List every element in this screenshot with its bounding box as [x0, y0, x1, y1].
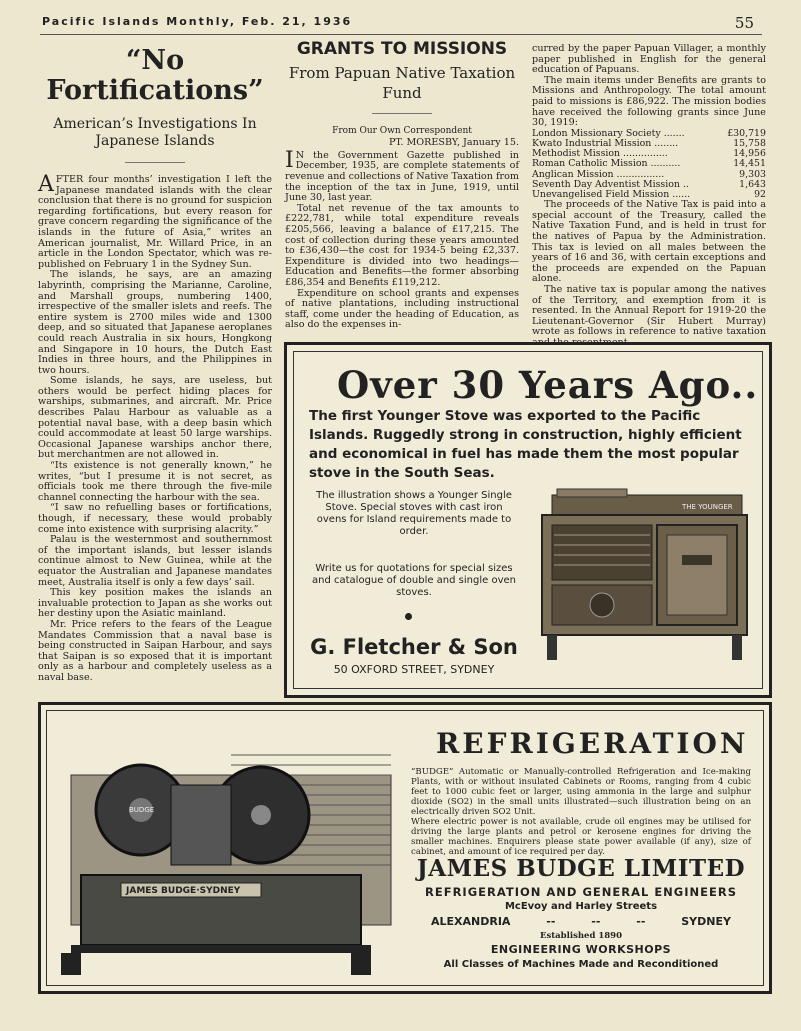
article2-paragraph: Total net revenue of the tax amounts to £222,781, while total expenditure reveals £205,566, leaving a balance of £17,215. The cost of collection during these years amounted to £36,430—the cost for 1934-5 being £2,337. Expenditure is divided into two headings—Education and Benefits—the former absorbing £86,354 and Benefits £119,212.: [285, 202, 519, 288]
article1-paragraph: Mr. Price refers to the fears of the League Mandates Commission that a naval base is being constructed in Saipan Harbour, and says that Saipan is so exposed that it is important only as a harbour and completely useless as a naval base.: [38, 618, 272, 683]
machine-nameplate: JAMES BUDGE·SYDNEY: [126, 886, 241, 896]
address-right: SYDNEY: [681, 915, 731, 928]
address-separator: --: [636, 915, 646, 928]
article2-cont-paragraph: The native tax is popular among the natives of the Territory, and exemption from it is resented. In the Annual Report for 1919-20 the Lieutenant-Governor (Sir Hubert Murray) wrote as follows in reference to native taxation: [532, 283, 766, 338]
article2-cont-paragraph: curred by the paper Papuan Villager, a monthly paper published in English for the general education of Papuans.: [532, 43, 766, 76]
article-grants-to-missions: [285, 39, 519, 331]
grant-amount: £30,719: [727, 127, 766, 139]
byline: From Our Own Correspondent: [332, 125, 472, 136]
grants-table: [532, 129, 766, 200]
article2-cont-paragraph: The main items under Benefits are grants to Missions and Anthropology. The total amount paid to missions is £86,922. The mission bodies have received the following grants since June 30, 1919:: [532, 74, 766, 129]
article2-paragraph: N the Government Gazette published in December, 1935, are complete statements of revenue and collections of Native Taxation from the inception of the tax in June, 1919, until June 30, last year.: [285, 149, 519, 204]
article1-paragraph: Some islands, he says, are useless, but others would be perfect hiding places for warships, submarines, and aircraft. Mr. Price describes Palau Harbour as valuable as a potential naval base, with a deep basin which could accommodate at least 50 large warships. Occasional Japanese warships anchor there, but merchantmen are not allowed in.: [38, 375, 272, 461]
refrigeration-advertisement: [38, 702, 772, 994]
grant-name: Roman Catholic Mission ..........: [532, 158, 681, 170]
running-title: Pacific Islands Monthly, Feb. 21, 1936: [42, 15, 353, 28]
divider: [125, 162, 185, 163]
article-no-fortifications: [38, 44, 272, 684]
article1-paragraph: “Its existence is not generally known,” he writes, “but I presume it is not secret, as officials took me there through the five-mile channel connecting the harbour with the sea.: [38, 460, 272, 503]
stove-ad-illustration-text: The illustration shows a Younger Single Stove. Special stoves with cast iron ovens for Island requirements made to order.: [316, 490, 512, 537]
stove-ad-firm: G. Fletcher & Son: [310, 635, 518, 659]
address-separator: --: [591, 915, 601, 928]
grant-amount: 15,758: [733, 137, 766, 149]
refrigeration-ad-address-row: [431, 915, 731, 928]
stove-ad-write-text: Write us for quotations for special sizes and catalogue of double and single oven stoves.: [312, 563, 516, 598]
dateline: PT. MORESBY, January 15.: [388, 137, 519, 149]
article2-subhead: From Papuan Native Taxation Fund: [288, 63, 516, 102]
refrigeration-ad-firm: JAMES BUDGE LIMITED: [416, 855, 746, 882]
grant-name: Anglican Mission ................: [532, 168, 665, 180]
article2-cont-paragraph: The proceeds of the Native Tax is paid into a special account of the Treasury, called the Native Taxation Fund, and is held in trust for the natives of Papua by the Administration. This tax is levied on all males between the years of 16 and 36, with certain exceptions and the proceeds are expended on the Papuan alone.: [532, 199, 766, 285]
stove-ad-title: Over 30 Years Ago..: [337, 363, 759, 407]
grant-name: Seventh Day Adventist Mission ..: [532, 178, 689, 190]
page-number: 55: [734, 14, 754, 32]
stove-advertisement: [284, 342, 772, 698]
stove-ad-address: 50 OXFORD STREET, SYDNEY: [333, 663, 495, 676]
running-header: [40, 12, 762, 35]
address-separator: --: [546, 915, 556, 928]
stove-ad-lead: The first Younger Stove was exported to the Pacific Islands. Ruggedly strong in construction, highly efficient and economical in fuel has made them the most popular stove in the South Seas.: [309, 408, 742, 481]
article1-paragraph: This key position makes the islands an invaluable protection to Japan as she works out her destiny upon the Asiatic mainland.: [38, 587, 272, 620]
article2-paragraph: Expenditure on school grants and expenses of native plantations, including instructional staff, come under the heading of Education, as also do the expenses in-: [285, 287, 519, 331]
grant-amount: 92: [754, 188, 766, 200]
refrigeration-ad-line: ENGINEERING WORKSHOPS: [490, 943, 672, 956]
grant-amount: 14,451: [733, 158, 766, 170]
grant-amount: 14,956: [733, 148, 766, 160]
article-grants-continued: [532, 44, 766, 348]
address-left: ALEXANDRIA: [431, 915, 511, 928]
machine-badge: BUDGE: [129, 806, 155, 814]
grant-name: Kwato Industrial Mission ........: [532, 137, 679, 149]
refrigeration-ad-title: REFRIGERATION: [436, 727, 749, 760]
stove-illustration: [532, 485, 752, 665]
grant-amount: 1,643: [739, 178, 766, 190]
divider: [372, 113, 432, 114]
refrigeration-ad-line: All Classes of Machines Made and Reconditioned: [443, 959, 719, 970]
grant-name: London Missionary Society .......: [532, 127, 685, 139]
drop-cap: A: [38, 172, 54, 197]
article1-headline: “No Fortifications”: [46, 45, 264, 106]
article1-subhead: American’s Investigations In Japanese Islands: [53, 116, 257, 149]
article1-paragraph: FTER four months’ investigation I left the Japanese mandated islands with the clear conclusion that there is no ground for suspicion regarding fortifications, but every reason for grave concern regarding the significance of the islands in the future of Asia,” writes an American journalist, Mr. Willard Price, in an article in the London Spectator, which was re-published on February 1 in the Sydney Sun.: [38, 174, 272, 270]
bullet-dot: [405, 613, 412, 620]
refrigeration-ad-line: McEvoy and Harley Streets: [504, 901, 658, 912]
drop-cap: I: [285, 147, 294, 173]
established-line: Established 1890: [539, 931, 623, 941]
article1-paragraph: “I saw no refuelling bases or fortifications, though, if necessary, these would probably come into existence with surprising alacrity.”: [38, 502, 272, 535]
refrigeration-ad-paragraph: Where electric power is not available, crude oil engines may be utilised for driving the large plants and petrol or kerosene engines for driving the smaller machines. Enquirers please state power available (if any), size of cabinet, and amount of ice required per day.: [411, 817, 751, 857]
article1-paragraph: Palau is the westernmost and southernmost of the important islands, but lesser islands continue almost to New Guinea, while at the equator the Australian and Japanese mandates meet, Australia itself is only a few days’ sail.: [38, 534, 272, 588]
article2-headline: GRANTS TO MISSIONS: [296, 39, 508, 59]
refrigeration-ad-paragraph: “BUDGE” Automatic or Manually-controlled Refrigeration and Ice-making Plants, with or without insulated Cabinets or Rooms, ranging from 4 cubic feet to 1000 cubic feet or larger, using ammonia in the large and sulphur dioxide (SO2) in the small units illustrated—such illustration being on an electrically driven SO2 Unit.: [411, 767, 751, 817]
grant-name: Unevangelised Field Mission ......: [532, 188, 691, 200]
refrigeration-ad-line: REFRIGERATION AND GENERAL ENGINEERS: [425, 885, 737, 899]
grant-name: Methodist Mission ...............: [532, 148, 668, 160]
article1-paragraph: The islands, he says, are an amazing labyrinth, comprising the Marianne, Caroline, and Marshall groups, numbering 1400, irrespective of the smaller islets and reefs. The entire system is 2700 miles wide and 1300 deep, and so situated that Japanese aeroplanes could reach Australia in six hours, Hongkong and Singapore in 10 hours, the Dutch East Indies in three hours, and the Philippines in two hours.: [38, 269, 272, 376]
refrigeration-machine-illustration: [51, 715, 411, 985]
stove-label: THE YOUNGER: [682, 503, 733, 511]
grant-amount: 9,303: [739, 168, 766, 180]
